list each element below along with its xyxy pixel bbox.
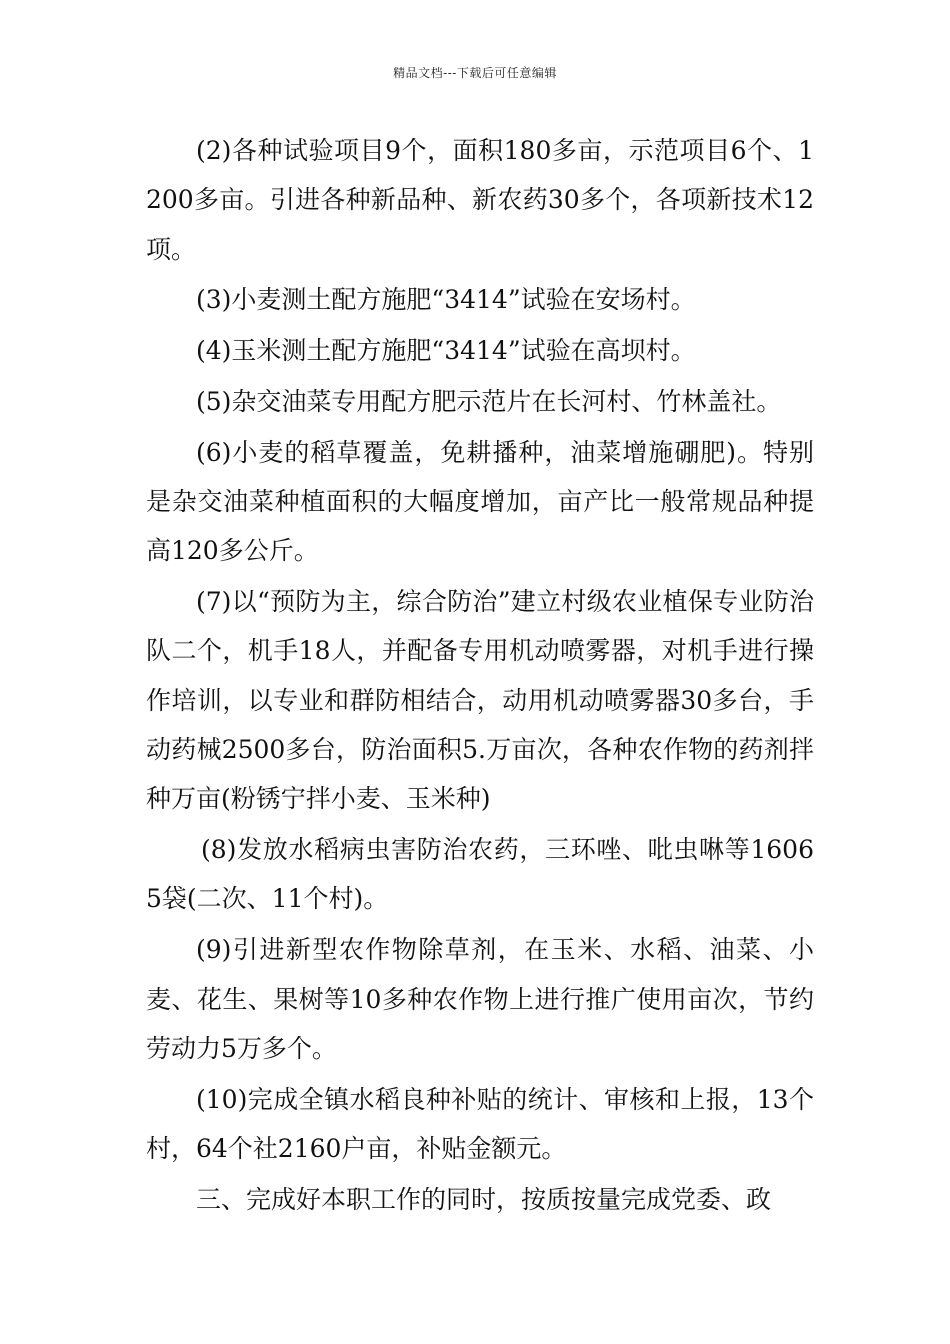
paragraph-item-9: (9)引进新型农作物除草剂，在玉米、水稻、油菜、小麦、花生、果树等10多种农作物上进行推广使用亩次，节约劳动力5万多个。 <box>146 935 814 1063</box>
paragraph-item-7: (7)以“预防为主，综合防治”建立村级农业植保专业防治队二个，机手18人，并配备专用机动喷雾器，对机手进行操作培训，以专业和群防相结合，动用机动喷雾器30多台，手动药械2500多台，防治面积5.万亩次，各种农作物的药剂拌种万亩(粉锈宁拌小麦、玉米种) <box>146 587 814 814</box>
paragraph-item-3: (3)小麦测土配方施肥“3414”试验在安场村。 <box>196 285 696 315</box>
paragraph-item-6: (6)小麦的稻草覆盖，免耕播种，油菜增施硼肥)。特别是杂交油菜种植面积的大幅度增加，亩产比一般常规品种提高120多公斤。 <box>146 437 814 566</box>
paragraph-item-4: (4)玉米测土配方施肥“3414”试验在高坝村。 <box>196 336 696 366</box>
paragraph-item-8: (8)发放水稻病虫害防治农药，三环唑、吡虫啉等16065袋(二次、11个村)。 <box>146 835 814 914</box>
paragraph-item-5: (5)杂交油菜专用配方肥示范片在长河村、竹林盖社。 <box>196 386 782 416</box>
paragraph-item-10: (10)完成全镇水稻良种补贴的统计、审核和上报，13个村，64个社2160户亩，补贴金额元。 <box>146 1084 814 1163</box>
page-header: 精品文档---下载后可任意编辑 <box>393 66 557 80</box>
paragraph-item-2: (2)各种试验项目9个，面积180多亩，示范项目6个、1200多亩。引进各种新品种、新农药30多个，各项新技术12项。 <box>146 136 814 264</box>
paragraph-section-3: 三、完成好本职工作的同时，按质按量完成党委、政 <box>196 1184 772 1214</box>
document-body <box>146 126 814 1226</box>
